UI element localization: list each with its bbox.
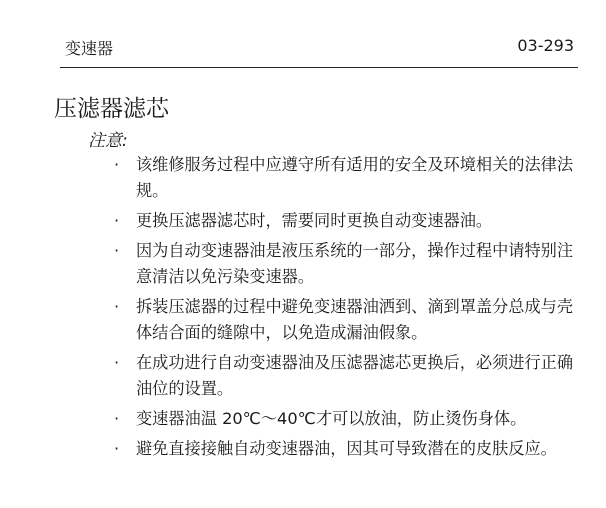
bullet-glyph: · [114,409,120,428]
note-text: 在成功进行自动变速器油及压滤器滤芯更换后，必须进行正确油位的设置。 [136,353,574,398]
note-item [110,294,582,346]
bullet-glyph: · [114,155,120,174]
note-text: 变速器油温 20℃～40℃才可以放油，防止烫伤身体。 [136,409,527,428]
bullet-glyph: · [114,353,120,372]
page-header [60,34,578,68]
note-text: 避免直接接触自动变速器油，因其可导致潜在的皮肤反应。 [136,439,557,458]
notes-list [110,152,582,466]
note-item [110,208,582,234]
note-label: 注意: [88,131,128,151]
note-text: 因为自动变速器油是液压系统的一部分，操作过程中请特别注意清洁以免污染变速器。 [136,241,574,286]
note-item [110,238,582,290]
bullet-glyph: · [114,297,120,316]
chapter-title: 变速器 [65,39,114,58]
note-text: 该维修服务过程中应遵守所有适用的安全及环境相关的法律法规。 [136,155,574,200]
note-item [110,350,582,402]
note-text: 拆装压滤器的过程中避免变速器油洒到、滴到罩盖分总成与壳体结合面的缝隙中，以免造成漏油假象。 [136,297,574,342]
note-item [110,406,582,432]
note-text: 更换压滤器滤芯时，需要同时更换自动变速器油。 [136,211,493,230]
page-number: 03-293 [517,36,574,55]
bullet-glyph: · [114,241,120,260]
note-item [110,436,582,462]
section-title: 压滤器滤芯 [54,96,169,122]
note-item [110,152,582,204]
bullet-glyph: · [114,211,120,230]
bullet-glyph: · [114,439,120,458]
